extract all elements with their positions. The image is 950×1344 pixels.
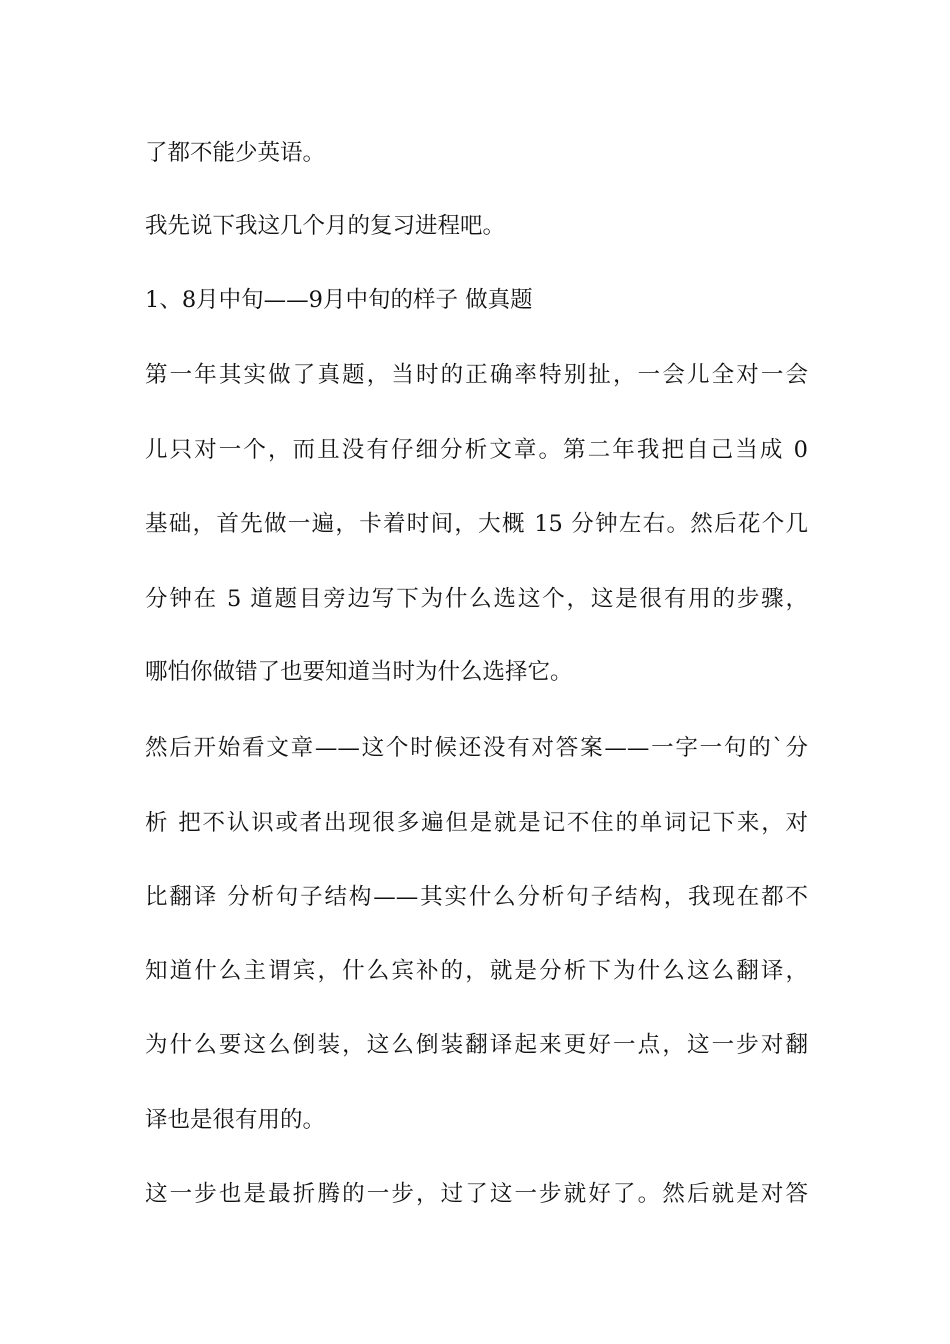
text-line: 为什么要这么倒装，这么倒装翻译起来更好一点，这一步对翻 bbox=[145, 1032, 808, 1058]
text-line: 比翻译 分析句子结构——其实什么分析句子结构，我现在都不 bbox=[145, 884, 808, 910]
text-line: 基础，首先做一遍，卡着时间，大概 15 分钟左右。然后花个几 bbox=[145, 511, 808, 537]
text-line: 了都不能少英语。 bbox=[145, 140, 326, 166]
text-line: 析 把不认识或者出现很多遍但是就是记不住的单词记下来，对 bbox=[145, 810, 808, 836]
text-line: 哪怕你做错了也要知道当时为什么选择它。 bbox=[145, 659, 573, 685]
text-line: 然后开始看文章——这个时候还没有对答案——一字一句的`分 bbox=[145, 735, 808, 761]
text-line: 这一步也是最折腾的一步，过了这一步就好了。然后就是对答 bbox=[145, 1181, 808, 1207]
text-line: 我先说下我这几个月的复习进程吧。 bbox=[145, 213, 506, 239]
text-line: 分钟在 5 道题目旁边写下为什么选这个，这是很有用的步骤， bbox=[145, 586, 808, 612]
text-line: 儿只对一个，而且没有仔细分析文章。第二年我把自己当成 0 bbox=[145, 437, 808, 463]
text-line: 知道什么主谓宾，什么宾补的，就是分析下为什么这么翻译， bbox=[145, 958, 808, 984]
text-line: 第一年其实做了真题，当时的正确率特别扯，一会儿全对一会 bbox=[145, 362, 808, 388]
section-heading: 1、8月中旬——9月中旬的样子 做真题 bbox=[145, 287, 533, 313]
text-line: 译也是很有用的。 bbox=[145, 1107, 326, 1133]
